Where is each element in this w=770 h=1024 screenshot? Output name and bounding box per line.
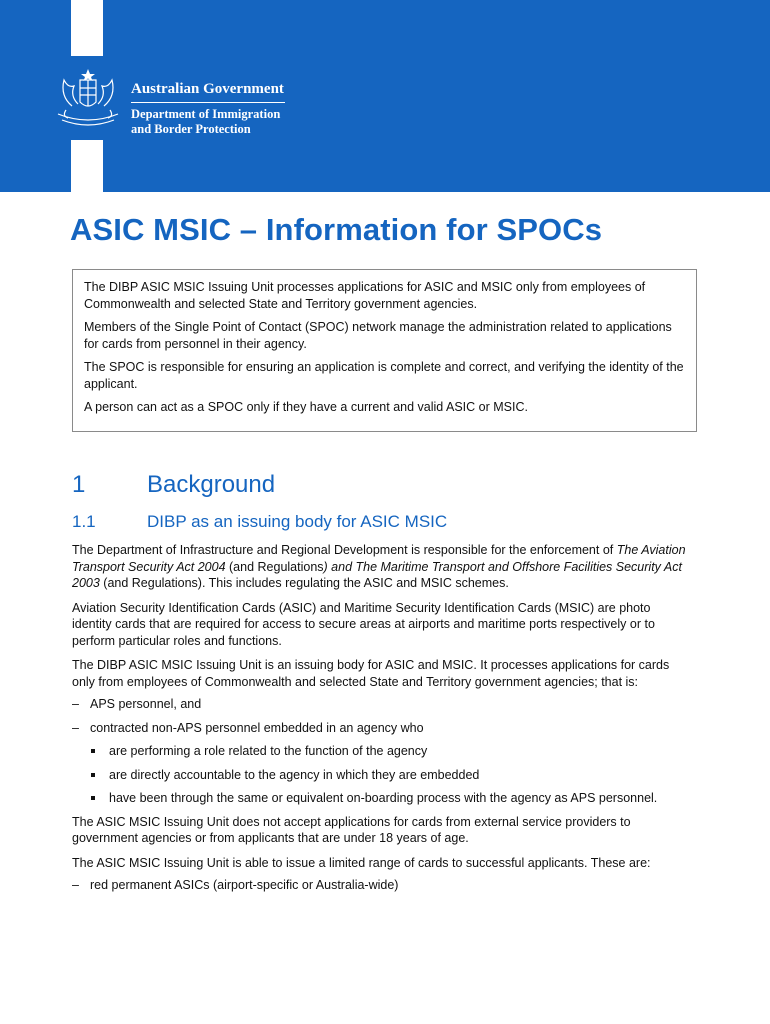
body-paragraph-1: The Department of Infrastructure and Regional Development is responsible for the enforcement of The Aviation Transport Security Act 2004 (and Regulations) and The Maritime Transport and Offshore Facilities Security Act 2003 (and Regulations). This includes regulating the ASIC and MSIC schemes.: [72, 543, 686, 590]
sub-list-item: are performing a role related to the function of the agency: [72, 743, 692, 760]
dash-bullet: –: [72, 878, 79, 892]
sub-list-item: have been through the same or equivalent on-boarding process with the agency as APS personnel.: [72, 790, 692, 807]
info-box: [72, 269, 697, 432]
government-branding: [131, 81, 285, 137]
info-paragraph: The DIBP ASIC MSIC Issuing Unit processes applications for ASIC and MSIC only from employees of Commonwealth and selected State and Territory government agencies.: [84, 280, 646, 311]
government-name: Australian Government: [131, 81, 284, 97]
body-paragraph-3: The DIBP ASIC MSIC Issuing Unit is an issuing body for ASIC and MSIC. It processes applications for cards only from employees of Commonwealth and selected State and Territory government agencies; that is:: [72, 658, 670, 689]
section-heading-1-1: [72, 512, 447, 532]
section-title: Background: [147, 471, 276, 498]
coat-of-arms-icon: [50, 66, 126, 132]
page-title: ASIC MSIC – Information for SPOCs: [70, 212, 603, 247]
dash-bullet: –: [72, 720, 79, 735]
department-line-1: Department of Immigration: [131, 107, 281, 121]
body-paragraph-4: The ASIC MSIC Issuing Unit does not accept applications for cards from external service providers to government agencies or from applicants that are under 18 years of age.: [72, 814, 631, 845]
square-bullet-icon: [91, 796, 95, 800]
subsection-title: DIBP as an issuing body for ASIC MSIC: [147, 512, 448, 531]
section-heading-1: [72, 471, 275, 499]
section-number: 1: [72, 471, 86, 498]
list-item: – APS personnel, and: [72, 697, 202, 711]
banner-stripe-top: [71, 0, 103, 56]
list-item: – red permanent ASICs (airport-specific or Australia-wide): [72, 878, 399, 892]
act-title: The Maritime Transport and Offshore Facilities Security Act 2003: [72, 559, 682, 590]
department-line-2: and Border Protection: [131, 122, 251, 136]
branding-divider: [131, 102, 285, 103]
body-paragraph-2: Aviation Security Identification Cards (ASIC) and Maritime Security Identification Cards (MSIC) are photo identity cards that are required for access to secure areas at airports and maritime ports respectively or to perform particular roles and functions.: [72, 600, 655, 648]
square-bullet-icon: [91, 773, 95, 777]
header-banner: [0, 0, 770, 192]
banner-stripe-bottom: [71, 140, 103, 192]
body-paragraph-5: The ASIC MSIC Issuing Unit is able to issue a limited range of cards to successful applicants. These are:: [72, 855, 651, 870]
subsection-number: 1.1: [72, 512, 96, 531]
dash-bullet: –: [72, 697, 79, 711]
act-title: The Aviation Transport Security Act 2004: [72, 543, 686, 574]
list-item: – contracted non-APS personnel embedded in an agency who: [72, 720, 424, 735]
body-content: [72, 542, 692, 901]
info-paragraph: A person can act as a SPOC only if they have a current and valid ASIC or MSIC.: [84, 400, 528, 414]
info-paragraph: Members of the Single Point of Contact (SPOC) network manage the administration related to applications for cards from personnel in their agency.: [84, 320, 672, 351]
info-paragraph: The SPOC is responsible for ensuring an application is complete and correct, and verifying the identity of the applicant.: [84, 360, 684, 391]
sub-list-item: are directly accountable to the agency in which they are embedded: [72, 767, 692, 784]
square-bullet-icon: [91, 749, 95, 753]
